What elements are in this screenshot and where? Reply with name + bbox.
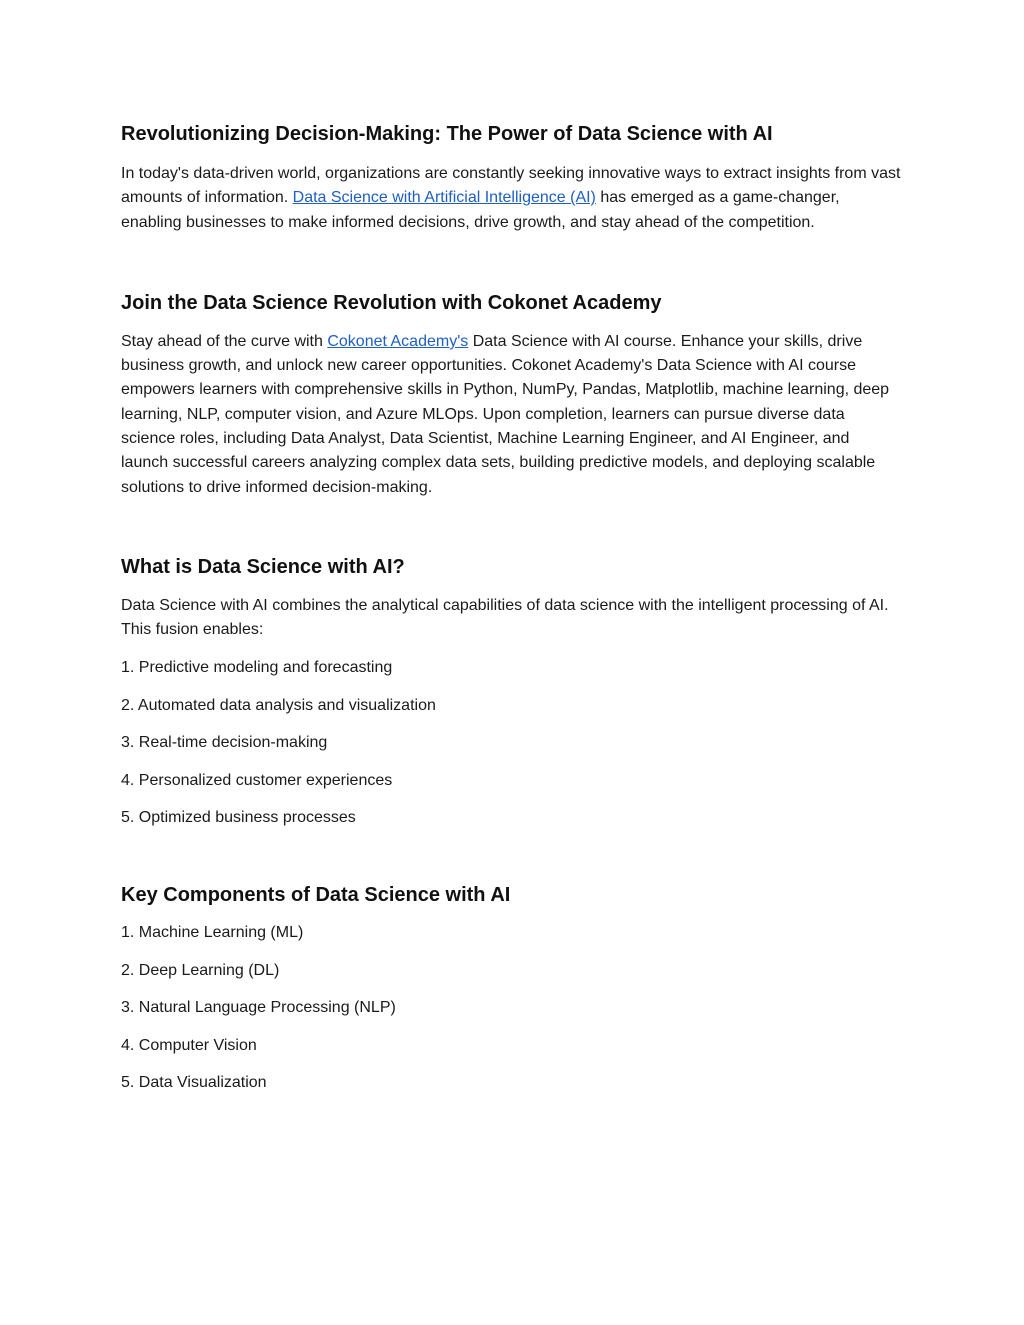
list-item: 4. Personalized customer experiences <box>121 771 393 789</box>
section-heading-what-is: What is Data Science with AI? <box>121 555 405 578</box>
document-page <box>121 120 901 1095</box>
academy-paragraph <box>121 330 901 500</box>
intro-paragraph <box>121 162 901 235</box>
academy-text-before: Stay ahead of the curve with <box>121 332 328 350</box>
list-item: 2. Deep Learning (DL) <box>121 961 280 979</box>
intro-text-after: has emerged as a game-changer, enabling businesses to make informed decisions, drive growth, and stay ahead of the competition. <box>121 189 840 231</box>
cokonet-academy-link[interactable]: Cokonet Academy's <box>327 332 469 350</box>
list-item: 3. Real-time decision-making <box>121 734 328 752</box>
list-item: 5. Optimized business processes <box>121 809 356 827</box>
section-heading-key-components: Key Components of Data Science with AI <box>121 884 511 907</box>
components-list <box>121 921 901 1095</box>
intro-text-before: In today's data-driven world, organizations are constantly seeking innovative ways to extract insights from vast amounts of information. <box>121 165 901 207</box>
list-item: 4. Computer Vision <box>121 1036 257 1054</box>
definition-paragraph: Data Science with AI combines the analytical capabilities of data science with the intelligent processing of AI. This fusion enables: <box>121 596 889 639</box>
section-heading-join: Join the Data Science Revolution with Cokonet Academy <box>121 291 662 314</box>
list-item: 1. Predictive modeling and forecasting <box>121 659 393 677</box>
list-item: 3. Natural Language Processing (NLP) <box>121 999 396 1017</box>
list-item: 1. Machine Learning (ML) <box>121 924 304 942</box>
academy-text-after: Data Science with AI course. Enhance your skills, drive business growth, and unlock new career opportunities. Cokonet Academy's Data Science with AI course empowers learners with comprehensive skills in Python, NumPy, Pandas, Matplotlib, machine learning, deep learning, NLP, computer vision, and Azure MLOps. Upon completion, learners can pursue diverse data science roles, including Data Analyst, Data Scientist, Machine Learning Engineer, and AI Engineer, and launch successful careers analyzing complex data sets, building predictive models, and deploying scalable solutions to drive informed decision-making. <box>121 332 890 496</box>
benefits-list <box>121 656 901 830</box>
section-heading-revolutionizing: Revolutionizing Decision-Making: The Power of Data Science with AI <box>121 123 773 145</box>
data-science-ai-link[interactable]: Data Science with Artificial Intelligence (AI) <box>292 189 596 207</box>
list-item: 2. Automated data analysis and visualization <box>121 696 436 714</box>
list-item: 5. Data Visualization <box>121 1074 267 1092</box>
